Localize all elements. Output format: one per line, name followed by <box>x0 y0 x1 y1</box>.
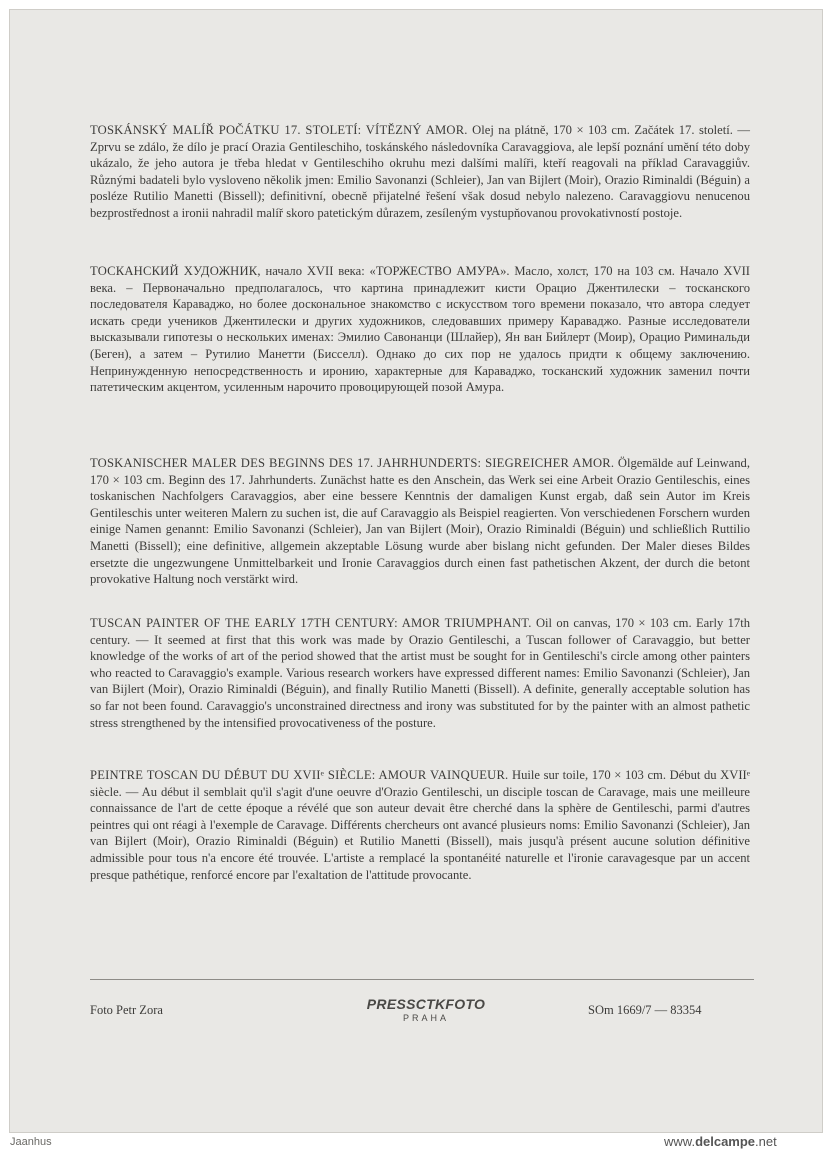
description-english <box>90 615 750 731</box>
logo-sub-text: PRAHA <box>402 1013 449 1023</box>
body-russian: начало XVII века: «ТОРЖЕСТВО АМУРА». Масло, холст, 170 на 103 см. Начало XVII века. – Первоначально предполагалось, что картина принадлежит кисти Орацио Джентилески – тосканского последователя Караваджо, но более досконaльное знакомство с искусством того времени показало, что автора следует искать среди учеников Джентилески и других художников, следовавших примеру Караваджо. Разные исследователи высказывали гипотезы о нескольких именах: Эмилио Савонанци (Шлайер), Ян ван Бийлерт (Моир), Орацио Риминальди (Беген), а затем – Рутилио Манетти (Бисселл). Однако до сих пор не удалось придти к общему заключению. Непринужденную непосредственность и иронию, характерные для Караваджо, тосканский художник заменил почти патетическим акцентом, усиленным нарочито провоцирующей позой Амура. <box>90 264 750 395</box>
watermark-brand: delcampe <box>695 1134 756 1149</box>
logo-main-text: PRESSCTKFOTO <box>366 996 486 1012</box>
title-english: TUSCAN PAINTER OF THE EARLY 17TH CENTURY: AMOR TRIUMPHANT. <box>90 616 532 630</box>
title-czech: TOSKÁNSKÝ MALÍŘ POČÁTKU 17. STOLETÍ: VÍTĚZNÝ AMOR. <box>90 123 468 137</box>
press-foto-logo <box>366 996 486 1036</box>
postcard-back <box>9 9 823 1133</box>
body-czech: Olej na plátně, 170 × 103 cm. Začátek 17. století. — Zprvu se zdálo, že dílo je prací Orazia Gentileschiho, toskánského následovníka Caravaggiova, ale lepší poznání umění této doby ukázalo, že jeho autora je třeba hledat v Gentileschiho okruhu mezi dalšími malíři, kteří reagovali na příklad Caravaggiův. Různými badateli bylo vysloveno několik jmen: Emilio Savonanzi (Schleier), Jan van Bijlert (Moir), Orazio Riminaldi (Béguin) a posléze Rutilio Manetti (Bissell); definitivní, obecně přijatelné řešení však dosud nebylo nalezeno. Caravaggiovu nenucenou bezprostřednost a ironii nahradil malíř skoro patetickým důrazem, zesíleným vystupňovanou provokativností postoje. <box>90 123 750 220</box>
body-french: Huile sur toile, 170 × 103 cm. Début du XVIIᵉ siècle. — Au début il semblait qu'il s'agit d'une oeuvre d'Orazio Gentileschi, un disciple toscan de Caravage, mais une meilleure connaissance de l'art de cette époque a révélé que son auteur devait être cherché dans la sphère de Gentileschi, parmi d'autres peintres qui ont réagi à l'exemple de Caravage. Différents chercheurs ont avancé plusieurs noms: Emilio Savonanzi (Schleier), Jan van Bijlert (Moir), Orazio Riminaldi (Béguin) et Rutilio Manetti (Bissell), mais jusqu'à présent aucune solution définitive admissible pour tous n'a encore été trouvée. L'artiste a remplacé la spontanéité naturelle et l'ironie caravagesque par un accent presque pathétique, renforcé encore par l'exaltation de l'attitude provocante. <box>90 768 750 882</box>
watermark-suffix: .net <box>755 1134 777 1149</box>
watermark-right <box>664 1134 777 1149</box>
title-russian: ТОСКАНСКИЙ ХУДОЖНИК, <box>90 264 261 278</box>
body-german: Ölgemälde auf Leinwand, 170 × 103 cm. Beginn des 17. Jahrhunderts. Zunächst hatte es den Anschein, das Werk sei eine Arbeit Orazio Gentileschis, eines toskanischen Nachfolgers Caravaggios, aber eine bessere Kenntnis der damaligen Kunst ergab, daß sein Autor im Kreis Gentileschis unter weiteren Malern zu suchen ist, die auf Caravaggio als Beispiel reagierten. Von verschiedenen Forschern wurden einige Namen genannt: Emilio Savonanzi (Schleier), Jan van Bijlert (Moir), Orazio Riminaldi (Béguin) und schließlich Ruttilio Manetti (Bissell); eine definitive, allgemein akzeptable Lösung wurde aber bislang nicht gefunden. Der Maler dieses Bildes ersetzte die ungezwungene Unmittelbarkeit und Ironie Caravaggios durch einen fast pathetischen Akzent, der durch die betont provokative Haltung noch verstärkt wird. <box>90 456 750 587</box>
watermark-left: Jaanhus <box>10 1136 52 1148</box>
title-german: TOSKANISCHER MALER DES BEGINNS DES 17. JAHRHUNDERTS: SIEGREICHER AMOR. <box>90 456 615 470</box>
catalog-number: SOm 1669/7 — 83354 <box>588 1003 702 1017</box>
footer-divider <box>90 979 754 980</box>
watermark-prefix: www. <box>664 1134 696 1149</box>
photo-credit: Foto Petr Zora <box>90 1003 163 1017</box>
title-french: PEINTRE TOSCAN DU DÉBUT DU XVIIᵉ SIÈCLE: AMOUR VAINQUEUR. <box>90 768 509 782</box>
body-english: Oil on canvas, 170 × 103 cm. Early 17th century. — It seemed at first that this work was made by Orazio Gentileschi, a Tuscan follower of Caravaggio, but better knowledge of the works of art of the period showed that the artist must be sought for in Gentileschi's circle among other painters who reacted to Caravaggio's example. Various research workers have expressed different names: Emilio Savonanzi (Schleier), Jan van Bijlert (Moir), Orazio Riminaldi (Béguin), and finally Rutilio Manetti (Bissell). A definite, generally acceptable solution has so far not been found. Caravaggio's unconstrained directness and irony was substituted for by the painter with an almost pathetic stress strengthened by the intensified provocativeness of the posture. <box>90 616 750 730</box>
description-german <box>90 455 750 588</box>
description-russian <box>90 263 750 396</box>
description-french <box>90 767 750 883</box>
description-czech <box>90 122 750 222</box>
